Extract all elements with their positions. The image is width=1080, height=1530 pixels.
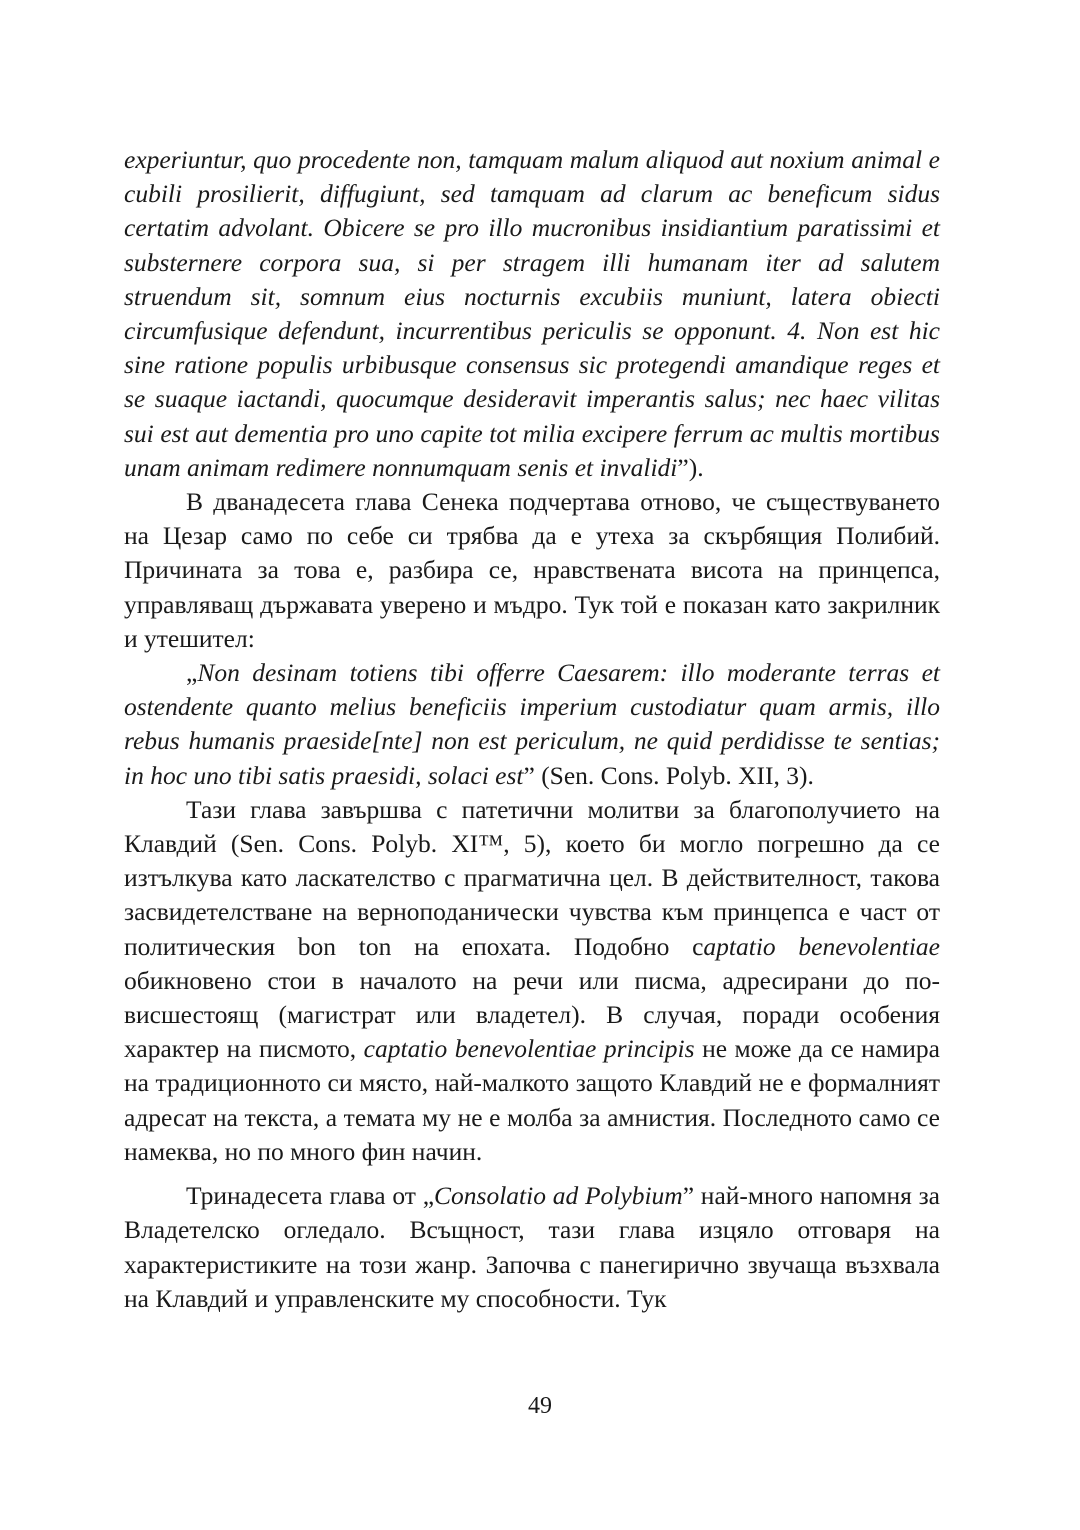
paragraph-text: не може да се намира на традиционното си място, най-малкото защото Клавдий не е формалният адресат на текста, а темата му не е молба за амнистия. Последното само се намеква, но по много фин начин. xyxy=(124,1034,940,1166)
latin-quote-text-2: Non desinam totiens tibi offerre Caesarem: illo moderante terras et ostendente quanto melius beneficiis imperium custodiatur quam armis, illo rebus humanis praeside[nte] non est periculum, ne quid perdidisse te sentias; in hoc uno tibi satis praesidi, solaci est xyxy=(124,658,940,790)
quote-citation: ” (Sen. Cons. Polyb. XII, 3). xyxy=(523,760,814,790)
paragraph-text: Тази глава завършва с патетични молитви за благополучието на Клавдий (Sen. Cons. Polyb. XI™, 5), което би могло погрешно да се изтълкува като ласкателство с прагматична цел. В действителност, такова засвидетелстване на верноподанически чувства към принцепса е част от политическия bon ton на епохата. Подобно c xyxy=(124,794,940,961)
paragraph-captatio xyxy=(124,793,940,1169)
paragraph-text: Тринадесета глава от „ xyxy=(186,1181,435,1211)
paragraph-chapter-thirteen xyxy=(124,1179,940,1316)
paragraph-text: обикновено стои в началото на речи или писма, адресирани до по-висшестоящ (магистрат или владетел). В случая, поради особения характер на писмото, xyxy=(124,965,940,1064)
latin-quote-text: experiuntur, quo procedente non, tamquam malum aliquod aut noxium animal e cubili prosilierit, diffugiunt, sed tamquam ad clarum ac beneficum sidus certatim advolant. Obicere se pro illo mucronibus insidiantium paratissimi et substernere corpora sua, si per stragem illi humanam iter ad salutem struendum sit, somnum eius nocturnis excubiis muniunt, latera obiecti circumfusique defendunt, incurrentibus periculis se opponunt. 4. Non est hic sine ratione populis urbibusque consensus sic protegendi amandique reges et se suaque iactandi, quocumque desideravit imperantis salus; nec haec vilitas sui est aut dementia pro uno capite tot milia excipere ferrum ac multis mortibus unam animam redimere nonnumquam senis et invalidi xyxy=(124,145,940,482)
quote-close: ”). xyxy=(677,452,704,482)
italic-term: captatio benevolentiae principis xyxy=(363,1034,695,1064)
quote-open: „ xyxy=(186,658,198,688)
paragraph-text: ” най-много напомня за Владетелско огледало. Всъщност, тази глава изцяло отговаря на характеристиките на този жанр. Започва с панегирично звучаща възхвала на Клавдий и управленските му способности. Тук xyxy=(124,1181,940,1313)
paragraph-chapter-twelve: В дванадесета глава Сенека подчертава отново, че съществуването на Цезар само по себе си трябва да е утеха за скърбящия Полибий. Причината за това е, разбира се, нравствената висота на принцепса, управляващ държавата уверено и мъдро. Тук той е показан като закрилник и утешител: xyxy=(124,487,940,653)
page-number: 49 xyxy=(528,1393,552,1419)
italic-title: Consolatio ad Polybium xyxy=(434,1181,683,1211)
italic-term: aptatio benevolentiae xyxy=(703,931,940,961)
latin-quote-continuation xyxy=(124,143,940,485)
latin-quote-block xyxy=(124,656,940,793)
body-text xyxy=(124,143,940,1316)
